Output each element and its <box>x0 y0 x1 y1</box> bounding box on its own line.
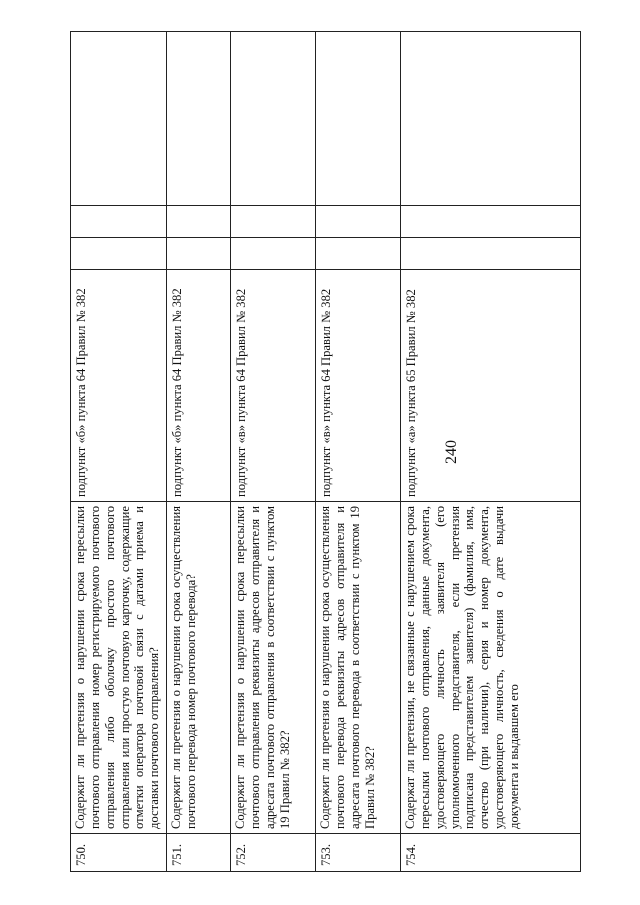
answer-yes-cell <box>231 238 316 270</box>
row-number: 752. <box>231 834 316 872</box>
question-text: Содержит ли претензия о нарушении срока осуществления почтового перевода номер почтового перевода? <box>167 502 231 834</box>
note-cell <box>401 32 581 206</box>
row-number: 751. <box>167 834 231 872</box>
row-number: 750. <box>71 834 167 872</box>
answer-no-cell <box>231 206 316 238</box>
question-text: Содержит ли претензия о нарушении срока осуществления почтового перевода реквизиты адресов отправителя и адресата почтового перевода в соответствии с пунктом 19 Правил № 382? <box>316 502 401 834</box>
answer-no-cell <box>401 206 581 238</box>
row-number: 753. <box>316 834 401 872</box>
answer-yes-cell <box>316 238 401 270</box>
answer-yes-cell <box>71 238 167 270</box>
legal-reference: подпункт «в» пункта 64 Правил № 382 <box>231 270 316 502</box>
answer-no-cell <box>71 206 167 238</box>
note-cell <box>316 32 401 206</box>
answer-yes-cell <box>167 238 231 270</box>
table-row <box>167 32 231 872</box>
note-cell <box>71 32 167 206</box>
note-cell <box>167 32 231 206</box>
table-row <box>401 32 581 872</box>
answer-yes-cell <box>401 238 581 270</box>
legal-reference: подпункт «б» пункта 64 Правил № 382 <box>71 270 167 502</box>
row-number: 754. <box>401 834 581 872</box>
checklist-table <box>70 31 581 872</box>
legal-reference: подпункт «а» пункта 65 Правил № 382 <box>401 270 581 502</box>
note-cell <box>231 32 316 206</box>
legal-reference: подпункт «в» пункта 64 Правил № 382 <box>316 270 401 502</box>
question-text: Содержат ли претензии, не связанные с нарушением срока пересылки почтового отправления, данные документа, удостоверяющего личность заявителя (его уполномоченного представителя, если претензия подписана представителем заявителя) (фамилия, имя, отчество (при наличии), серия и номер документа, удостоверяющего личность, сведения о дате выдачи документа и выдавшем его <box>401 502 581 834</box>
table-row <box>316 32 401 872</box>
answer-no-cell <box>167 206 231 238</box>
question-text: Содержит ли претензия о нарушении срока пересылки почтового отправления реквизиты адресов отправителя и адресата почтового отправления в соответствии с пунктом 19 Правил № 382? <box>231 502 316 834</box>
table-row <box>71 32 167 872</box>
page-number: 240 <box>443 440 460 464</box>
legal-reference: подпункт «б» пункта 64 Правил № 382 <box>167 270 231 502</box>
table-row <box>231 32 316 872</box>
answer-no-cell <box>316 206 401 238</box>
question-text: Содержит ли претензия о нарушении срока пересылки почтового отправления номер регистрируемого почтового отправления либо оболочку простого почтового отправления или простую почтовую карточку, содержащие отметки оператора почтовой связи с датами приема и доставки почтового отправления? <box>71 502 167 834</box>
checklist-table-container <box>70 32 580 872</box>
